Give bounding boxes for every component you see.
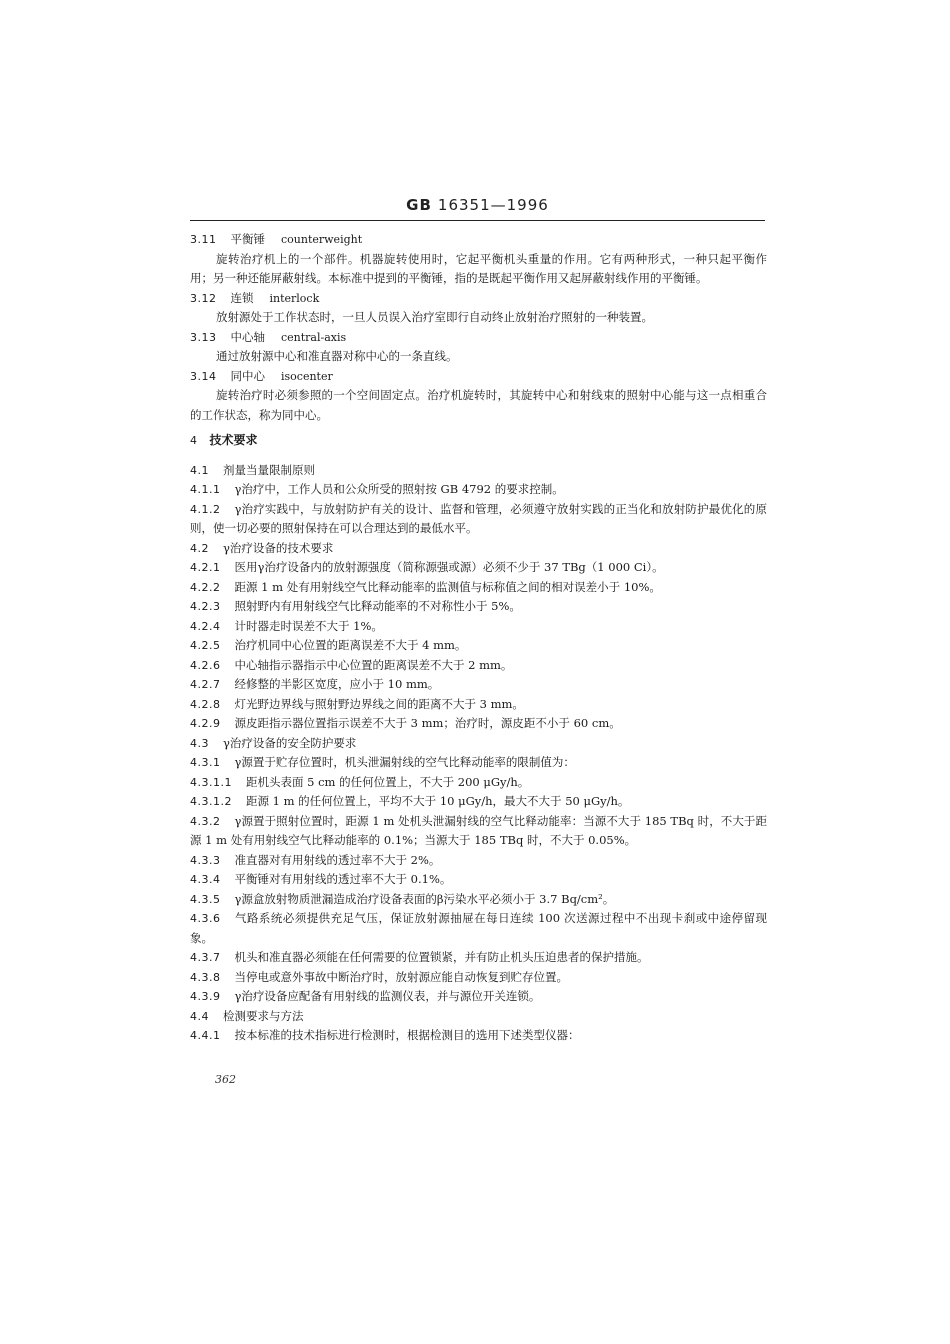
clause-text: γ源盒放射物质泄漏造成治疗设备表面的β污染水平必须小于 3.7 Bq/cm²。 xyxy=(234,891,615,906)
document-header xyxy=(190,196,765,214)
standard-prefix: GB xyxy=(406,196,432,214)
definition-text: 放射源处于工作状态时，一旦人员误入治疗室即行自动终止放射治疗照射的一种装置。 xyxy=(216,310,653,324)
clause-number: 4.2.5 xyxy=(190,639,221,652)
clause-text: 距机头表面 5 cm 的任何位置上，不大于 200 μGy/h。 xyxy=(245,774,530,789)
term-chinese: 中心轴 xyxy=(230,329,265,344)
clause xyxy=(190,1007,767,1027)
clause-number: 4.2.3 xyxy=(190,600,221,613)
clause-number: 4.2.8 xyxy=(190,697,221,711)
clause-text: 平衡锤对有用射线的透过率不大于 0.1%。 xyxy=(234,872,452,886)
clause xyxy=(190,656,767,676)
clause xyxy=(190,578,767,598)
clause-text: 中心轴指示器指示中心位置的距离误差不大于 2 mm。 xyxy=(234,657,513,672)
clause-number: 4.2.4 xyxy=(190,619,221,633)
clause-text: 准直器对有用射线的透过率不大于 2%。 xyxy=(234,852,441,867)
clause-number: 4.4.1 xyxy=(190,1029,221,1042)
term-chinese: 平衡锤 xyxy=(230,232,265,246)
clause xyxy=(190,851,767,871)
clause-text: 计时器走时误差不大于 1%。 xyxy=(234,618,383,633)
clause xyxy=(190,773,767,793)
term-english: isocenter xyxy=(281,369,333,383)
clause xyxy=(190,812,767,851)
term-english: interlock xyxy=(269,291,320,305)
clause-number: 4.2.6 xyxy=(190,658,221,672)
clause xyxy=(190,597,767,617)
clause xyxy=(190,1026,767,1046)
term-entry xyxy=(190,289,767,309)
clause-text: 经修整的半影区宽度，应小于 10 mm。 xyxy=(234,677,440,691)
clause-text: 气路系统必须提供充足气压，保证放射源抽屉在每日连续 100 次送源过程中不出现卡刹或中途停留现象。 xyxy=(190,911,767,945)
clause-number: 4.3.2 xyxy=(190,814,221,828)
clause-number: 4.1 xyxy=(190,463,209,477)
term-entry xyxy=(190,328,767,348)
clause-text: 距源 1 m 的任何位置上，平均不大于 10 μGy/h，最大不大于 50 μGy/h。 xyxy=(245,794,630,808)
clause-text: 医用γ治疗设备内的放射源强度（简称源强或源）必须不少于 37 TBg（1 000 Ci）。 xyxy=(234,560,664,574)
clause xyxy=(190,968,767,988)
clause-number: 4.3.5 xyxy=(190,892,221,906)
clause-number: 4.3.3 xyxy=(190,853,221,867)
clause-text: γ治疗实践中，与放射防护有关的设计、监督和管理，必须遵守放射实践的正当化和放射防护最优化的原则，使一切必要的照射保持在可以合理达到的最低水平。 xyxy=(190,501,767,535)
clause xyxy=(190,695,767,715)
clause-number: 4.4 xyxy=(190,1009,209,1023)
clause-number: 3.11 xyxy=(190,233,217,246)
clause-text: 照射野内有用射线空气比释动能率的不对称性小于 5%。 xyxy=(234,599,521,613)
clause-text: γ源置于照射位置时，距源 1 m 处机头泄漏射线的空气比释动能率：当源不大于 185 TBq 时，不大于距源 1 m 处有用射线空气比释动能率的 0.1%；当源大于 185 TBq 时，不大于 0.05%。 xyxy=(190,813,767,847)
clause-number: 4.3.4 xyxy=(190,873,221,886)
section-number: 4 xyxy=(190,434,198,447)
clause-text: γ治疗设备的安全防护要求 xyxy=(223,735,357,750)
page-number: 362 xyxy=(215,1073,236,1086)
clause xyxy=(190,714,767,734)
clause xyxy=(190,870,767,890)
clause xyxy=(190,558,767,578)
clause-text: γ治疗中，工作人员和公众所受的照射按 GB 4792 的要求控制。 xyxy=(234,482,564,496)
clause-number: 4.3.9 xyxy=(190,990,221,1003)
clause-number: 4.2.7 xyxy=(190,678,221,691)
clause xyxy=(190,617,767,637)
clause xyxy=(190,675,767,695)
clause-number: 4.3.6 xyxy=(190,912,221,925)
clause xyxy=(190,948,767,968)
clause-number: 4.2 xyxy=(190,541,209,555)
term-english: central-axis xyxy=(281,330,347,344)
clause xyxy=(190,461,767,481)
clause-number: 4.1.2 xyxy=(190,502,221,516)
document-body xyxy=(190,230,767,1046)
clause-text: 治疗机同中心位置的距离误差不大于 4 mm。 xyxy=(234,638,467,652)
clause-text: 机头和准直器必须能在任何需要的位置锁紧，并有防止机头压迫患者的保护措施。 xyxy=(234,950,649,964)
clause xyxy=(190,753,767,773)
clause-number: 4.3.7 xyxy=(190,951,221,964)
clause xyxy=(190,890,767,910)
definition-text: 旋转治疗时必须参照的一个空间固定点。治疗机旋转时，其旋转中心和射线束的照射中心能与这一点相重合的工作状态，称为同中心。 xyxy=(190,388,767,422)
clause-number: 4.2.1 xyxy=(190,561,221,574)
section-heading xyxy=(190,431,767,451)
clause-number: 4.2.2 xyxy=(190,580,221,594)
clause-text: γ治疗设备的技术要求 xyxy=(223,540,334,555)
clause xyxy=(190,636,767,656)
clause-number: 4.3.8 xyxy=(190,970,221,984)
clause-number: 4.3.1.1 xyxy=(190,775,232,789)
clause-number: 4.2.9 xyxy=(190,717,221,730)
clause xyxy=(190,909,767,948)
clause-number: 3.13 xyxy=(190,330,217,344)
section-title: 技术要求 xyxy=(209,433,258,447)
term-english: counterweight xyxy=(281,233,363,246)
clause-text: 检测要求与方法 xyxy=(223,1008,304,1023)
definition-text: 通过放射源中心和准直器对称中心的一条直线。 xyxy=(216,349,458,363)
clause xyxy=(190,480,767,500)
clause-text: 当停电或意外事故中断治疗时，放射源应能自动恢复到贮存位置。 xyxy=(234,969,568,984)
clause xyxy=(190,734,767,754)
clause-number: 4.3 xyxy=(190,736,209,750)
term-chinese: 同中心 xyxy=(230,368,265,383)
term-entry xyxy=(190,230,767,250)
clause-number: 4.3.1 xyxy=(190,756,221,769)
term-entry xyxy=(190,367,767,387)
clause-text: 源皮距指示器位置指示误差不大于 3 mm；治疗时，源皮距不小于 60 cm。 xyxy=(234,716,621,730)
clause-text: 距源 1 m 处有用射线空气比释动能率的监测值与标称值之间的相对误差小于 10%。 xyxy=(234,579,661,594)
clause-number: 3.14 xyxy=(190,369,217,383)
standard-code: 16351—1996 xyxy=(437,196,549,214)
clause-text: 按本标准的技术指标进行检测时，根据检测目的选用下述类型仪器： xyxy=(234,1028,580,1042)
clause-number: 4.3.1.2 xyxy=(190,795,232,808)
term-chinese: 连锁 xyxy=(230,290,254,305)
clause-text: 灯光野边界线与照射野边界线之间的距离不大于 3 mm。 xyxy=(234,696,524,711)
clause xyxy=(190,987,767,1007)
clause-text: γ治疗设备应配备有用射线的监测仪表，并与源位开关连锁。 xyxy=(234,989,541,1003)
clause-number: 4.1.1 xyxy=(190,483,221,496)
definition-text: 旋转治疗机上的一个部件。机器旋转使用时，它起平衡机头重量的作用。它有两种形式，一种只起平衡作用；另一种还能屏蔽射线。本标准中提到的平衡锤，指的是既起平衡作用又起屏蔽射线作用的平衡锤。 xyxy=(190,251,767,285)
clause xyxy=(190,792,767,812)
header-rule xyxy=(190,220,765,221)
clause xyxy=(190,500,767,539)
clause-text: γ源置于贮存位置时，机头泄漏射线的空气比释动能率的限制值为： xyxy=(234,755,575,769)
clause xyxy=(190,539,767,559)
clause-text: 剂量当量限制原则 xyxy=(223,462,315,477)
clause-number: 3.12 xyxy=(190,291,217,305)
